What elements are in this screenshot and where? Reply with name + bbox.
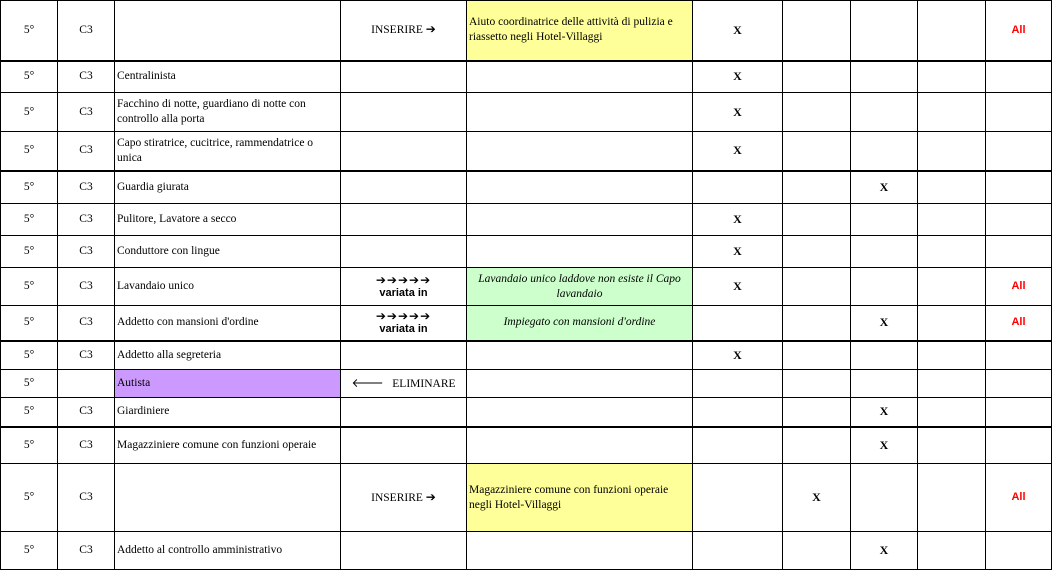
action-cell — [341, 306, 467, 341]
action-label: INSERIRE — [371, 491, 423, 504]
new-title-cell — [467, 370, 693, 398]
table-row — [1, 132, 1052, 171]
all-cell — [986, 61, 1052, 93]
mark-cell-4 — [918, 204, 986, 236]
title-cell — [115, 1, 341, 61]
code-cell: C3 — [58, 398, 115, 427]
new-title-cell — [467, 61, 693, 93]
mark-cell-1: X — [693, 341, 783, 370]
title-cell: Magazziniere comune con funzioni operaie — [115, 427, 341, 464]
mark-cell-2 — [783, 93, 851, 132]
mark-cell-4 — [918, 93, 986, 132]
mark-cell-3: X — [851, 427, 918, 464]
title-cell: Lavandaio unico — [115, 268, 341, 306]
mark-cell-4 — [918, 398, 986, 427]
new-title-cell — [467, 427, 693, 464]
all-cell — [986, 93, 1052, 132]
action-cell — [341, 61, 467, 93]
code-cell — [58, 370, 115, 398]
table-row — [1, 427, 1052, 464]
mark-cell-3 — [851, 1, 918, 61]
all-cell: All — [986, 1, 1052, 61]
new-title-cell: Aiuto coordinatrice delle attività di pulizia e riassetto negli Hotel-Villaggi — [467, 1, 693, 61]
level-cell: 5° — [1, 427, 58, 464]
mark-cell-2 — [783, 370, 851, 398]
new-title-cell — [467, 171, 693, 204]
mark-cell-1 — [693, 398, 783, 427]
level-cell: 5° — [1, 341, 58, 370]
mark-cell-4 — [918, 61, 986, 93]
level-cell: 5° — [1, 171, 58, 204]
level-cell: 5° — [1, 132, 58, 171]
right-arrows-icon: ➔➔➔➔➔ — [375, 308, 432, 323]
table-row — [1, 398, 1052, 427]
mark-cell-3: X — [851, 532, 918, 570]
mark-cell-1 — [693, 171, 783, 204]
action-label: variata in — [379, 322, 428, 335]
code-cell: C3 — [58, 341, 115, 370]
title-cell: Pulitore, Lavatore a secco — [115, 204, 341, 236]
left-arrow-icon: 🡐 — [351, 375, 384, 390]
mark-cell-2 — [783, 306, 851, 341]
action-cell — [341, 370, 467, 398]
mark-cell-3 — [851, 341, 918, 370]
mark-cell-3: X — [851, 398, 918, 427]
level-cell: 5° — [1, 398, 58, 427]
new-title-cell — [467, 93, 693, 132]
title-cell — [115, 464, 341, 532]
level-cell: 5° — [1, 464, 58, 532]
mark-cell-1 — [693, 464, 783, 532]
table-row — [1, 171, 1052, 204]
code-cell: C3 — [58, 1, 115, 61]
mark-cell-1 — [693, 427, 783, 464]
code-cell: C3 — [58, 132, 115, 171]
code-cell: C3 — [58, 268, 115, 306]
mark-cell-4 — [918, 532, 986, 570]
mark-cell-2 — [783, 171, 851, 204]
all-cell: All — [986, 268, 1052, 306]
mark-cell-3 — [851, 268, 918, 306]
mark-cell-4 — [918, 132, 986, 171]
mark-cell-4 — [918, 464, 986, 532]
table-row — [1, 532, 1052, 570]
action-cell — [341, 427, 467, 464]
all-cell: All — [986, 464, 1052, 532]
mark-cell-4 — [918, 268, 986, 306]
level-cell: 5° — [1, 370, 58, 398]
action-cell — [341, 464, 467, 532]
all-cell — [986, 236, 1052, 268]
mark-cell-1: X — [693, 132, 783, 171]
mark-cell-3 — [851, 464, 918, 532]
table-row — [1, 93, 1052, 132]
mark-cell-2 — [783, 236, 851, 268]
mark-cell-4 — [918, 306, 986, 341]
action-cell — [341, 132, 467, 171]
new-title-cell — [467, 341, 693, 370]
mark-cell-3 — [851, 370, 918, 398]
new-title-cell — [467, 398, 693, 427]
table-row — [1, 464, 1052, 532]
table-row — [1, 306, 1052, 341]
title-cell: Conduttore con lingue — [115, 236, 341, 268]
mark-cell-2 — [783, 1, 851, 61]
level-cell: 5° — [1, 61, 58, 93]
all-cell — [986, 171, 1052, 204]
table-row — [1, 370, 1052, 398]
table-row — [1, 268, 1052, 306]
action-label: variata in — [379, 286, 428, 299]
title-cell: Centralinista — [115, 61, 341, 93]
code-cell: C3 — [58, 93, 115, 132]
mark-cell-2 — [783, 341, 851, 370]
all-cell — [986, 341, 1052, 370]
mark-cell-4 — [918, 370, 986, 398]
level-cell: 5° — [1, 93, 58, 132]
right-arrow-icon: ➔ — [425, 489, 436, 504]
action-cell — [341, 93, 467, 132]
mark-cell-1: X — [693, 93, 783, 132]
table-row — [1, 236, 1052, 268]
right-arrow-icon: ➔ — [425, 22, 436, 37]
action-cell — [341, 268, 467, 306]
action-cell — [341, 341, 467, 370]
level-cell: 5° — [1, 1, 58, 61]
mark-cell-2 — [783, 398, 851, 427]
all-cell — [986, 370, 1052, 398]
mark-cell-4 — [918, 1, 986, 61]
title-cell: Addetto al controllo amministrativo — [115, 532, 341, 570]
mark-cell-1 — [693, 370, 783, 398]
new-title-cell — [467, 236, 693, 268]
mark-cell-4 — [918, 427, 986, 464]
mark-cell-2 — [783, 532, 851, 570]
mark-cell-1: X — [693, 1, 783, 61]
code-cell: C3 — [58, 171, 115, 204]
title-cell: Addetto alla segreteria — [115, 341, 341, 370]
title-cell: Capo stiratrice, cucitrice, rammendatrice o unica — [115, 132, 341, 171]
all-cell — [986, 532, 1052, 570]
level-cell: 5° — [1, 236, 58, 268]
mark-cell-3: X — [851, 171, 918, 204]
code-cell: C3 — [58, 464, 115, 532]
new-title-cell: Impiegato con mansioni d'ordine — [467, 306, 693, 341]
new-title-cell: Magazziniere comune con funzioni operaie negli Hotel-Villaggi — [467, 464, 693, 532]
mark-cell-4 — [918, 341, 986, 370]
title-cell: Autista — [115, 370, 341, 398]
code-cell: C3 — [58, 236, 115, 268]
table-row — [1, 341, 1052, 370]
title-cell: Facchino di notte, guardiano di notte con controllo alla porta — [115, 93, 341, 132]
mark-cell-2 — [783, 204, 851, 236]
mark-cell-3 — [851, 236, 918, 268]
all-cell — [986, 132, 1052, 171]
mark-cell-4 — [918, 171, 986, 204]
mark-cell-1: X — [693, 236, 783, 268]
mark-cell-1: X — [693, 204, 783, 236]
mark-cell-1: X — [693, 61, 783, 93]
action-cell — [341, 204, 467, 236]
code-cell: C3 — [58, 61, 115, 93]
table-row — [1, 204, 1052, 236]
level-cell: 5° — [1, 204, 58, 236]
title-cell: Giardiniere — [115, 398, 341, 427]
mark-cell-2 — [783, 132, 851, 171]
table-row — [1, 1, 1052, 61]
new-title-cell — [467, 532, 693, 570]
all-cell — [986, 398, 1052, 427]
level-cell: 5° — [1, 306, 58, 341]
title-cell: Guardia giurata — [115, 171, 341, 204]
mark-cell-2: X — [783, 464, 851, 532]
action-cell — [341, 171, 467, 204]
table-row — [1, 61, 1052, 93]
right-arrows-icon: ➔➔➔➔➔ — [375, 272, 432, 287]
title-cell: Addetto con mansioni d'ordine — [115, 306, 341, 341]
code-cell: C3 — [58, 532, 115, 570]
new-title-cell — [467, 132, 693, 171]
code-cell: C3 — [58, 427, 115, 464]
mark-cell-2 — [783, 427, 851, 464]
action-label: INSERIRE — [371, 24, 423, 37]
action-cell — [341, 1, 467, 61]
mark-cell-1 — [693, 532, 783, 570]
new-title-cell: Lavandaio unico laddove non esiste il Capo lavandaio — [467, 268, 693, 306]
mark-cell-3 — [851, 132, 918, 171]
all-cell — [986, 427, 1052, 464]
mark-cell-4 — [918, 236, 986, 268]
mark-cell-3 — [851, 61, 918, 93]
all-cell: All — [986, 306, 1052, 341]
code-cell: C3 — [58, 306, 115, 341]
action-cell — [341, 236, 467, 268]
mark-cell-1: X — [693, 268, 783, 306]
action-cell — [341, 398, 467, 427]
mark-cell-3 — [851, 204, 918, 236]
mark-cell-3: X — [851, 306, 918, 341]
new-title-cell — [467, 204, 693, 236]
action-cell — [341, 532, 467, 570]
action-label: ELIMINARE — [392, 377, 456, 390]
level-cell: 5° — [1, 532, 58, 570]
code-cell: C3 — [58, 204, 115, 236]
all-cell — [986, 204, 1052, 236]
level-cell: 5° — [1, 268, 58, 306]
mark-cell-3 — [851, 93, 918, 132]
mark-cell-2 — [783, 268, 851, 306]
mark-cell-2 — [783, 61, 851, 93]
mark-cell-1 — [693, 306, 783, 341]
